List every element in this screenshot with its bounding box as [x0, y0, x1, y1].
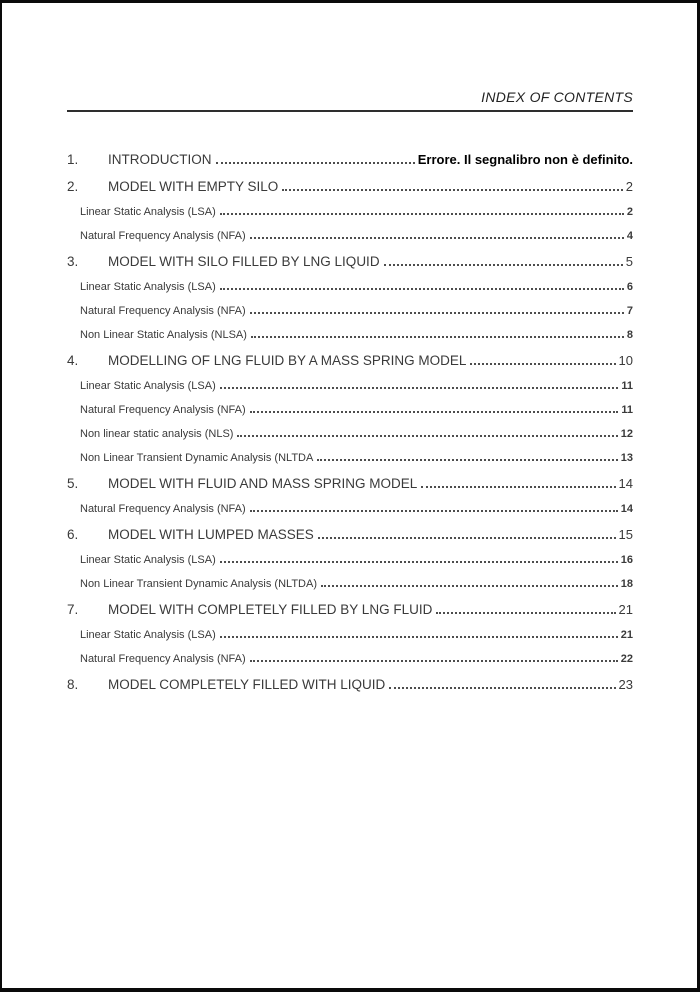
dot-leader	[220, 561, 618, 563]
page-header-title: INDEX OF CONTENTS	[481, 89, 633, 105]
dot-leader	[389, 687, 615, 689]
toc-entry-number: 5.	[67, 476, 79, 491]
dot-leader	[216, 162, 415, 164]
dot-leader	[421, 486, 615, 488]
toc-entry-title[interactable]: MODEL WITH SILO FILLED BY LNG LIQUID	[108, 254, 380, 269]
toc-subentry[interactable]	[67, 227, 633, 242]
toc-entry-number: 8.	[67, 677, 79, 692]
toc-entry-page-number[interactable]: 14	[620, 503, 633, 515]
dot-leader	[282, 189, 622, 191]
dot-leader	[220, 636, 618, 638]
toc-entry-title[interactable]: Natural Frequency Analysis (NFA)	[80, 305, 246, 317]
toc-entry-page-number[interactable]: 2	[625, 179, 633, 194]
toc-entry-page-number[interactable]: 15	[618, 527, 633, 542]
toc-entry-page-number[interactable]: 13	[620, 452, 633, 464]
toc-entry-page-number[interactable]: 23	[618, 677, 633, 692]
toc-subentry[interactable]	[67, 650, 633, 665]
toc-entry-title[interactable]: Natural Frequency Analysis (NFA)	[80, 404, 246, 416]
dot-leader	[321, 585, 618, 587]
toc-entry-title[interactable]: Non Linear Transient Dynamic Analysis (NLTDA)	[80, 578, 317, 590]
toc-entry-page-number[interactable]: 6	[626, 281, 633, 293]
dot-leader	[220, 213, 624, 215]
toc-subentry[interactable]	[67, 626, 633, 641]
toc-entry-number: 4.	[67, 353, 79, 368]
toc-entry-title[interactable]: MODEL WITH EMPTY SILO	[108, 179, 279, 194]
toc-subentry[interactable]	[67, 449, 633, 464]
toc-entry-title[interactable]: Linear Static Analysis (LSA)	[80, 554, 216, 566]
toc-entry-page-number[interactable]: 12	[620, 428, 633, 440]
toc-entry-title[interactable]: INTRODUCTION	[108, 152, 212, 167]
dot-leader	[470, 363, 615, 365]
toc-entry[interactable]	[67, 674, 633, 692]
toc-entry-page-number[interactable]: 5	[625, 254, 633, 269]
dot-leader	[250, 312, 624, 314]
toc-entry-title[interactable]: Non Linear Static Analysis (NLSA)	[80, 329, 247, 341]
toc-subentry[interactable]	[67, 203, 633, 218]
toc-subentry[interactable]	[67, 401, 633, 416]
toc-entry-page-number[interactable]: 21	[618, 602, 633, 617]
toc-entry[interactable]	[67, 473, 633, 491]
toc-entry-page-number[interactable]: 18	[620, 578, 633, 590]
toc-entry-number: 1.	[67, 152, 79, 167]
toc-entry[interactable]	[67, 599, 633, 617]
toc-entry-page-number[interactable]: 7	[626, 305, 633, 317]
dot-leader	[251, 336, 624, 338]
dot-leader	[250, 510, 618, 512]
toc-subentry[interactable]	[67, 425, 633, 440]
toc-subentry[interactable]	[67, 500, 633, 515]
dot-leader	[436, 612, 615, 614]
toc-entry-page-number[interactable]: 14	[618, 476, 633, 491]
toc-entry-title[interactable]: Natural Frequency Analysis (NFA)	[80, 653, 246, 665]
toc-entry-title[interactable]: MODEL WITH LUMPED MASSES	[108, 527, 314, 542]
dot-leader	[237, 435, 617, 437]
toc-entry-title[interactable]: MODEL WITH COMPLETELY FILLED BY LNG FLUID	[108, 602, 433, 617]
toc-entry-error-message[interactable]: Errore. Il segnalibro non è definito.	[417, 152, 633, 167]
toc-entry-title[interactable]: MODELLING OF LNG FLUID BY A MASS SPRING MODEL	[108, 353, 467, 368]
toc-entry[interactable]	[67, 176, 633, 194]
toc-subentry[interactable]	[67, 326, 633, 341]
toc-entry-title[interactable]: Non Linear Transient Dynamic Analysis (NLTDA	[80, 452, 314, 464]
dot-leader	[250, 237, 624, 239]
toc-subentry[interactable]	[67, 377, 633, 392]
toc-entry-page-number[interactable]: 8	[626, 329, 633, 341]
toc-entry-title[interactable]: Non linear static analysis (NLS)	[80, 428, 234, 440]
toc-entry[interactable]	[67, 251, 633, 269]
toc-entry-page-number[interactable]: 4	[626, 230, 633, 242]
dot-leader	[250, 411, 619, 413]
toc-list	[67, 149, 633, 692]
toc-entry-page-number[interactable]: 22	[620, 653, 633, 665]
toc-entry-title[interactable]: Natural Frequency Analysis (NFA)	[80, 230, 246, 242]
toc-entry-title[interactable]: Linear Static Analysis (LSA)	[80, 206, 216, 218]
toc-entry-title[interactable]: Linear Static Analysis (LSA)	[80, 281, 216, 293]
toc-entry-page-number[interactable]: 16	[620, 554, 633, 566]
dot-leader	[220, 387, 619, 389]
dot-leader	[317, 459, 617, 461]
toc-entry-page-number[interactable]: 2	[626, 206, 633, 218]
toc-entry-title[interactable]: Natural Frequency Analysis (NFA)	[80, 503, 246, 515]
toc-entry-page-number[interactable]: 11	[621, 404, 633, 416]
toc-entry-number: 6.	[67, 527, 79, 542]
toc-entry-title[interactable]: MODEL COMPLETELY FILLED WITH LIQUID	[108, 677, 386, 692]
toc-entry-page-number[interactable]: 21	[620, 629, 633, 641]
toc-entry[interactable]	[67, 149, 633, 167]
toc-subentry[interactable]	[67, 278, 633, 293]
dot-leader	[384, 264, 623, 266]
dot-leader	[220, 288, 624, 290]
toc-subentry[interactable]	[67, 302, 633, 317]
toc-entry-title[interactable]: Linear Static Analysis (LSA)	[80, 380, 216, 392]
dot-leader	[318, 537, 616, 539]
page-content	[67, 3, 633, 692]
toc-entry-title[interactable]: MODEL WITH FLUID AND MASS SPRING MODEL	[108, 476, 418, 491]
toc-subentry[interactable]	[67, 551, 633, 566]
toc-entry-page-number[interactable]: 11	[621, 380, 633, 392]
header-rule	[67, 110, 633, 112]
toc-entry[interactable]	[67, 350, 633, 368]
toc-subentry[interactable]	[67, 575, 633, 590]
dot-leader	[250, 660, 618, 662]
toc-entry[interactable]	[67, 524, 633, 542]
toc-entry-number: 7.	[67, 602, 79, 617]
toc-entry-number: 2.	[67, 179, 79, 194]
toc-entry-title[interactable]: Linear Static Analysis (LSA)	[80, 629, 216, 641]
toc-entry-page-number[interactable]: 10	[618, 353, 633, 368]
toc-entry-number: 3.	[67, 254, 79, 269]
